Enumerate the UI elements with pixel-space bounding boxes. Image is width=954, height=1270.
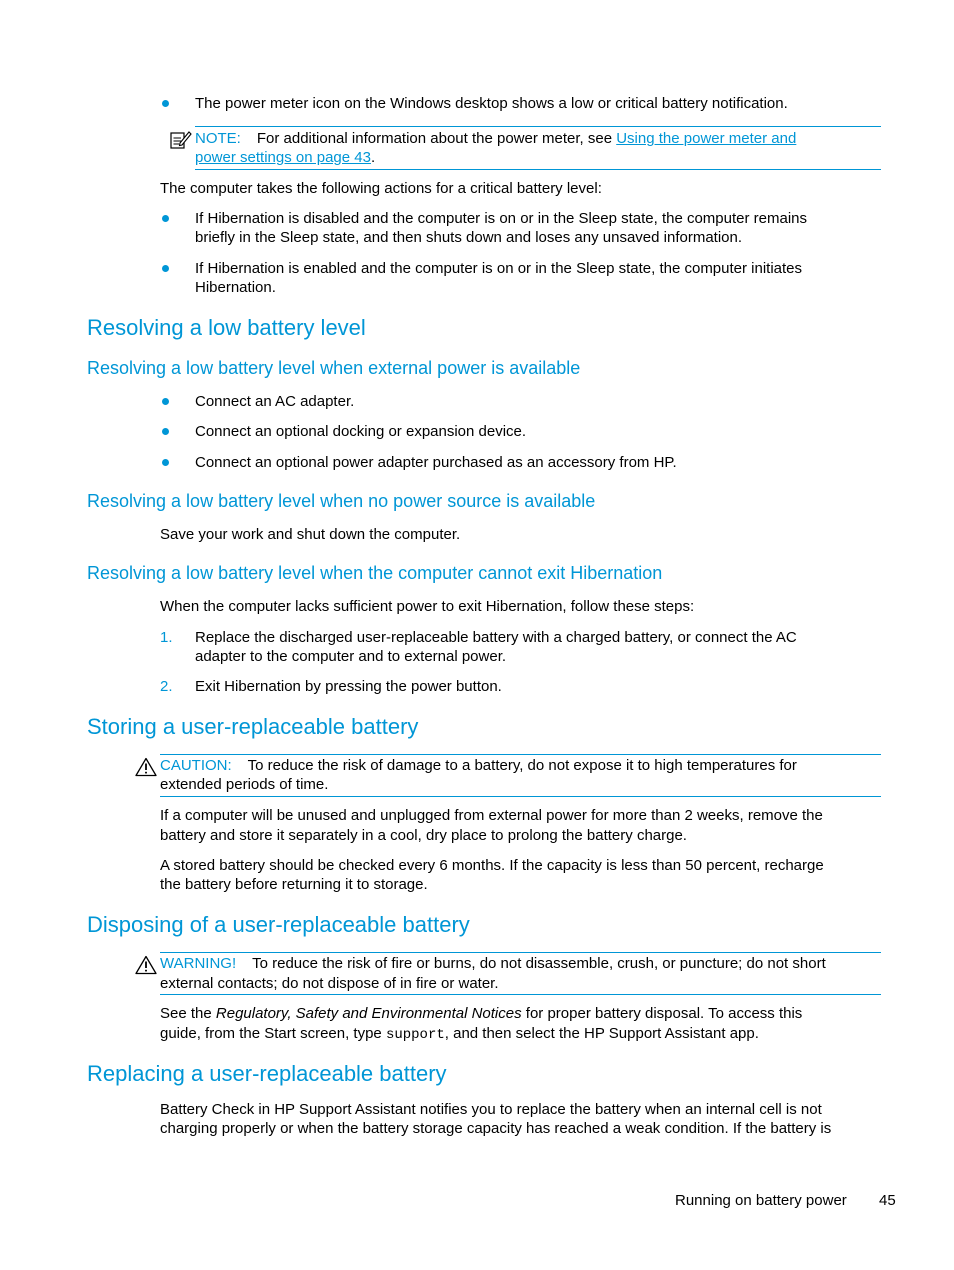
- bullet-dot: [162, 459, 169, 466]
- caution-line-2: extended periods of time.: [160, 776, 329, 793]
- note-text: For additional information about the power meter, see: [256, 130, 613, 147]
- note-rule-bottom: [195, 169, 881, 170]
- disposal-line-2: guide, from the Start screen, type support, and then select the HP Support Assistant app.: [160, 1025, 759, 1043]
- critical-bullet-1-line-2: briefly in the Sleep state, and then shuts down and loses any unsaved information.: [195, 229, 743, 246]
- note-icon: [170, 130, 192, 154]
- step-2-line-1: Exit Hibernation by pressing the power button.: [195, 678, 502, 695]
- no-power-text: Save your work and shut down the computer.: [160, 526, 461, 543]
- heading-disposing-battery: Disposing of a user-replaceable battery: [87, 912, 470, 937]
- step-number: 1.: [160, 629, 173, 646]
- bullet-dot: [162, 428, 169, 435]
- caution-label: CAUTION:: [160, 757, 232, 774]
- footer-page-number: 45: [879, 1192, 896, 1209]
- replacing-line-1: Battery Check in HP Support Assistant notifies you to replace the battery when an internal cell is not: [160, 1101, 822, 1118]
- replacing-line-2: charging properly or when the battery storage capacity has reached a weak condition. If the battery is: [160, 1120, 832, 1137]
- storing-p2-line-1: A stored battery should be checked every 6 months. If the capacity is less than 50 percent, recharge: [160, 857, 824, 874]
- footer-section-title: Running on battery power: [675, 1192, 847, 1209]
- caution-line-1: CAUTION: To reduce the risk of damage to a battery, do not expose it to high temperatures for: [160, 757, 797, 774]
- warning-line-1: WARNING! To reduce the risk of fire or burns, do not disassemble, crush, or puncture; do not short: [160, 955, 826, 972]
- critical-bullet-2-line-2: Hibernation.: [195, 279, 276, 296]
- warning-rule-bottom: [160, 994, 881, 995]
- hibernation-intro: When the computer lacks sufficient power to exit Hibernation, follow these steps:: [160, 598, 695, 615]
- ext-bullet-1: Connect an AC adapter.: [195, 393, 355, 410]
- regulatory-notices-title: Regulatory, Safety and Environmental Notices: [215, 1005, 522, 1022]
- step-1-line-1: Replace the discharged user-replaceable battery with a charged battery, or connect the AC: [195, 629, 797, 646]
- warning-rule-top: [160, 952, 881, 953]
- heading-external-power: Resolving a low battery level when external power is available: [87, 358, 581, 378]
- storing-p1-line-2: battery and store it separately in a cool, dry place to prolong the battery charge.: [160, 827, 687, 844]
- disposal-line-1: See the Regulatory, Safety and Environmental Notices for proper battery disposal. To access this: [160, 1005, 803, 1022]
- caution-rule-top: [160, 754, 881, 755]
- heading-no-power: Resolving a low battery level when no power source is available: [87, 491, 596, 511]
- bullet-dot: [162, 215, 169, 222]
- step-number: 2.: [160, 678, 173, 695]
- ext-bullet-2: Connect an optional docking or expansion device.: [195, 423, 527, 440]
- note-line-1: [195, 129, 796, 149]
- critical-bullet-2-line-1: If Hibernation is enabled and the computer is on or in the Sleep state, the computer initiates: [195, 260, 803, 277]
- storing-p2-line-2: the battery before returning it to storage.: [160, 876, 428, 893]
- caution-icon: [135, 757, 157, 781]
- note-line-2: power settings on page 43.: [195, 149, 376, 166]
- warning-icon: [135, 955, 157, 979]
- heading-replacing-battery: Replacing a user-replaceable battery: [87, 1061, 447, 1086]
- critical-bullet-1-line-1: If Hibernation is disabled and the computer is on or in the Sleep state, the computer remains: [195, 210, 808, 227]
- top-bullet-text: The power meter icon on the Windows desktop shows a low or critical battery notification.: [195, 95, 788, 112]
- heading-storing-battery: Storing a user-replaceable battery: [87, 714, 419, 739]
- step-1-line-2: adapter to the computer and to external power.: [195, 648, 507, 665]
- bullet-dot: [162, 398, 169, 405]
- heading-resolving-low-battery: Resolving a low battery level: [87, 315, 366, 340]
- caution-rule-bottom: [160, 796, 881, 797]
- storing-p1-line-1: If a computer will be unused and unplugged from external power for more than 2 weeks, remove the: [160, 807, 823, 824]
- note-label: NOTE:: [195, 130, 241, 147]
- critical-intro: The computer takes the following actions for a critical battery level:: [160, 180, 602, 197]
- support-code: support: [385, 1027, 445, 1043]
- bullet-dot: [162, 100, 169, 107]
- bullet-dot: [162, 265, 169, 272]
- warning-line-2: external contacts; do not dispose of in fire or water.: [160, 975, 499, 992]
- power-meter-link[interactable]: Using the power meter and: [616, 130, 797, 147]
- ext-bullet-3: Connect an optional power adapter purchased as an accessory from HP.: [195, 454, 677, 471]
- note-rule-top: [195, 126, 881, 127]
- hp-support-assistant-name: HP Support Assistant: [584, 1025, 726, 1042]
- heading-cannot-exit-hibernation: Resolving a low battery level when the computer cannot exit Hibernation: [87, 563, 663, 583]
- power-meter-link-cont[interactable]: power settings on page 43: [195, 149, 371, 166]
- warning-label: WARNING!: [160, 955, 237, 972]
